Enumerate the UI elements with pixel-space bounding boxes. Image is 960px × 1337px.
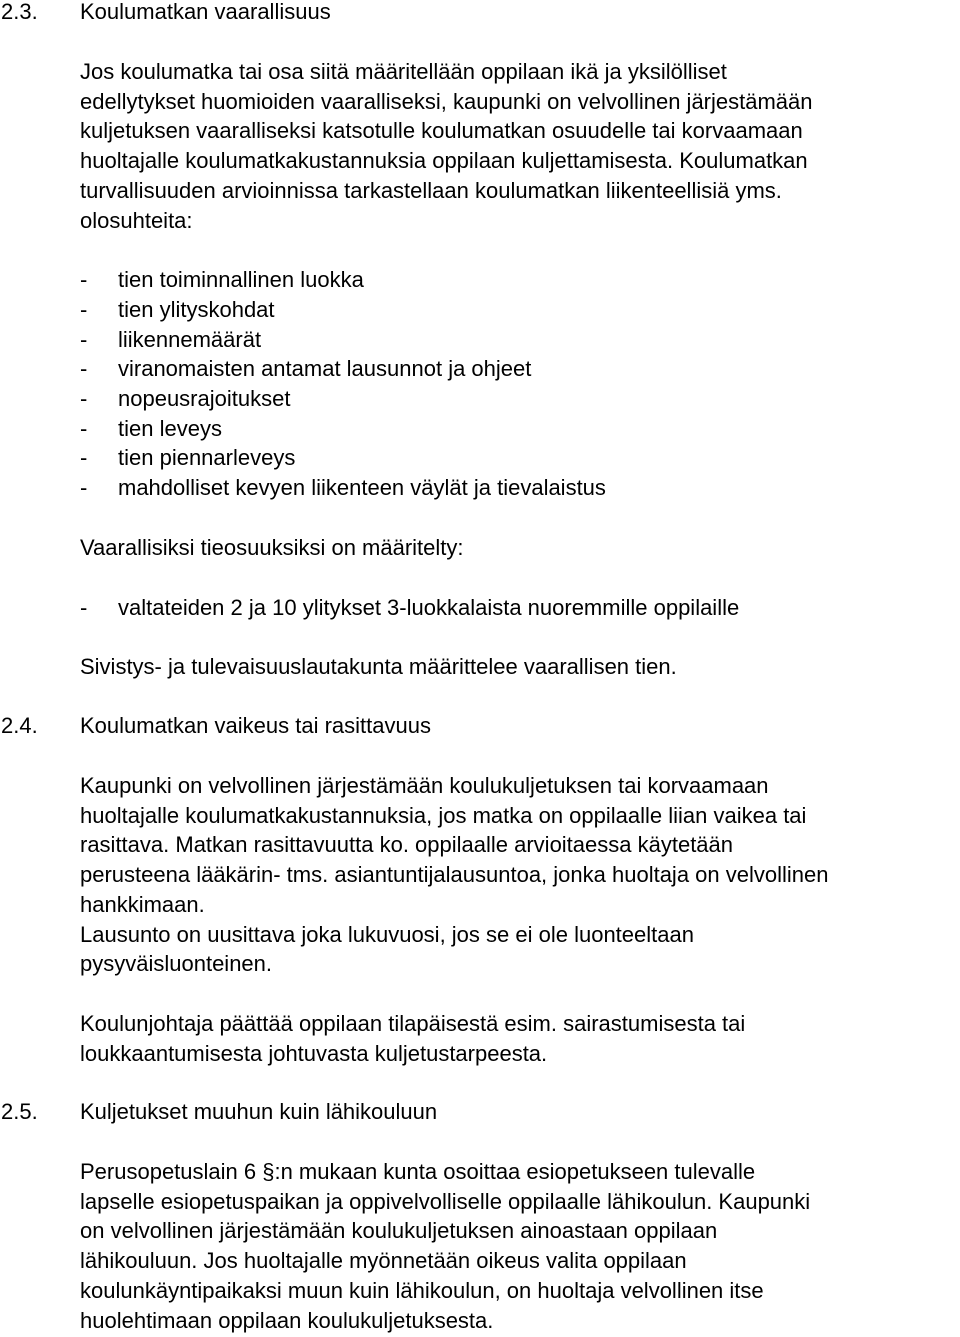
list-item	[80, 384, 958, 414]
dash-marker: -	[80, 296, 88, 322]
closing-paragraph: Sivistys- ja tulevaisuuslautakunta määrittelee vaarallisen tien.	[80, 654, 677, 680]
dash-marker: -	[80, 267, 88, 293]
text-line: lapselle esiopetuspaikan ja oppivelvolliselle oppilaalle lähikoulun. Kaupunki	[80, 1188, 811, 1214]
list-item-text: valtateiden 2 ja 10 ylitykset 3-luokkalaista nuoremmille oppilaille	[118, 594, 740, 620]
section-body	[80, 27, 958, 682]
list-item	[80, 295, 958, 325]
list-item-text: viranomaisten antamat lausunnot ja ohjeet	[118, 356, 532, 382]
text-line: perusteena lääkärin- tms. asiantuntijalausuntoa, jonka huoltaja on velvollinen	[80, 862, 829, 888]
defined-list	[80, 593, 958, 623]
paragraph	[80, 771, 958, 979]
text-line: Jos koulumatka tai osa siitä määritellään oppilaan ikä ja yksilölliset	[80, 59, 727, 84]
list-item	[80, 414, 958, 444]
text-line: huoltajalle koulumatkakustannuksia oppilaan kuljettamisesta. Koulumatkan	[80, 148, 808, 174]
dash-marker: -	[80, 356, 88, 382]
text-line: turvallisuuden arvioinnissa tarkastellaan koulumatkan liikenteellisiä yms.	[80, 177, 782, 203]
text-line: koulunkäyntipaikaksi muun kuin lähikoulun, on huoltaja velvollinen itse	[80, 1277, 764, 1303]
text-line: lähikouluun. Jos huoltajalle myönnetään oikeus valita oppilaan	[80, 1248, 687, 1274]
text-line: pysyväisluonteinen.	[80, 951, 273, 977]
text-line: kuljetuksen vaaralliseksi katsotulle koulumatkan osuudelle tai korvaamaan	[80, 118, 803, 144]
list-item-text: tien piennarleveys	[118, 445, 296, 471]
text-line: olosuhteita:	[80, 207, 193, 233]
list-item	[80, 354, 958, 384]
section-heading	[0, 1097, 960, 1127]
intro-paragraph	[80, 57, 958, 235]
paragraph	[80, 1009, 958, 1068]
section-body	[80, 741, 958, 1068]
conditions-list	[80, 265, 958, 503]
text-line: huoltajalle koulumatkakustannuksia, jos matka on oppilaalle liian vaikea tai	[80, 802, 807, 828]
text-line: Perusopetuslain 6 §:n mukaan kunta osoittaa esiopetukseen tulevalle	[80, 1159, 756, 1184]
section-2-5	[0, 1097, 960, 1335]
list-item-text: tien leveys	[118, 415, 222, 441]
list-item	[80, 593, 958, 623]
text-line: loukkaantumisesta johtuvasta kuljetustarpeesta.	[80, 1040, 548, 1066]
list-item-text: nopeusrajoitukset	[118, 386, 291, 412]
dash-marker: -	[80, 326, 88, 352]
list-item	[80, 443, 958, 473]
section-number: 2.3.	[1, 0, 38, 24]
section-title: Kuljetukset muuhun kuin lähikouluun	[80, 1099, 438, 1124]
paragraph	[80, 1157, 958, 1335]
dash-marker: -	[80, 386, 88, 412]
list-item-text: mahdolliset kevyen liikenteen väylät ja tievalaistus	[118, 475, 606, 501]
text-line: Koulunjohtaja päättää oppilaan tilapäisestä esim. sairastumisesta tai	[80, 1010, 746, 1036]
text-line: huolehtimaan oppilaan koulukuljetuksesta.	[80, 1307, 494, 1333]
text-line: on velvollinen järjestämään koulukuljetuksen ainoastaan oppilaan	[80, 1218, 718, 1244]
list-item	[80, 325, 958, 355]
section-heading	[0, 0, 960, 27]
list-item-text: tien ylityskohdat	[118, 296, 275, 322]
section-number: 2.5.	[1, 1099, 38, 1124]
dash-marker: -	[80, 445, 88, 471]
dash-marker: -	[80, 475, 88, 501]
dash-marker: -	[80, 415, 88, 441]
text-line: edellytykset huomioiden vaaralliseksi, kaupunki on velvollinen järjestämään	[80, 88, 813, 114]
section-heading	[0, 711, 960, 741]
section-number: 2.4.	[1, 713, 38, 738]
text-line: Lausunto on uusittava joka lukuvuosi, jos se ei ole luonteeltaan	[80, 921, 694, 947]
list-item	[80, 265, 958, 295]
section-body	[80, 1127, 958, 1335]
text-line: hankkimaan.	[80, 891, 205, 917]
list-item	[80, 473, 958, 503]
list-item-text: tien toiminnallinen luokka	[118, 267, 364, 293]
section-title: Koulumatkan vaarallisuus	[80, 0, 331, 24]
section-title: Koulumatkan vaikeus tai rasittavuus	[80, 713, 431, 738]
defined-intro: Vaarallisiksi tieosuuksiksi on määritelty:	[80, 534, 464, 560]
text-line: Kaupunki on velvollinen järjestämään koulukuljetuksen tai korvaamaan	[80, 773, 769, 798]
section-2-4	[0, 711, 960, 1068]
text-line: rasittava. Matkan rasittavuutta ko. oppilaalle arvioitaessa käytetään	[80, 832, 734, 858]
dash-marker: -	[80, 594, 88, 620]
list-item-text: liikennemäärät	[118, 326, 262, 352]
